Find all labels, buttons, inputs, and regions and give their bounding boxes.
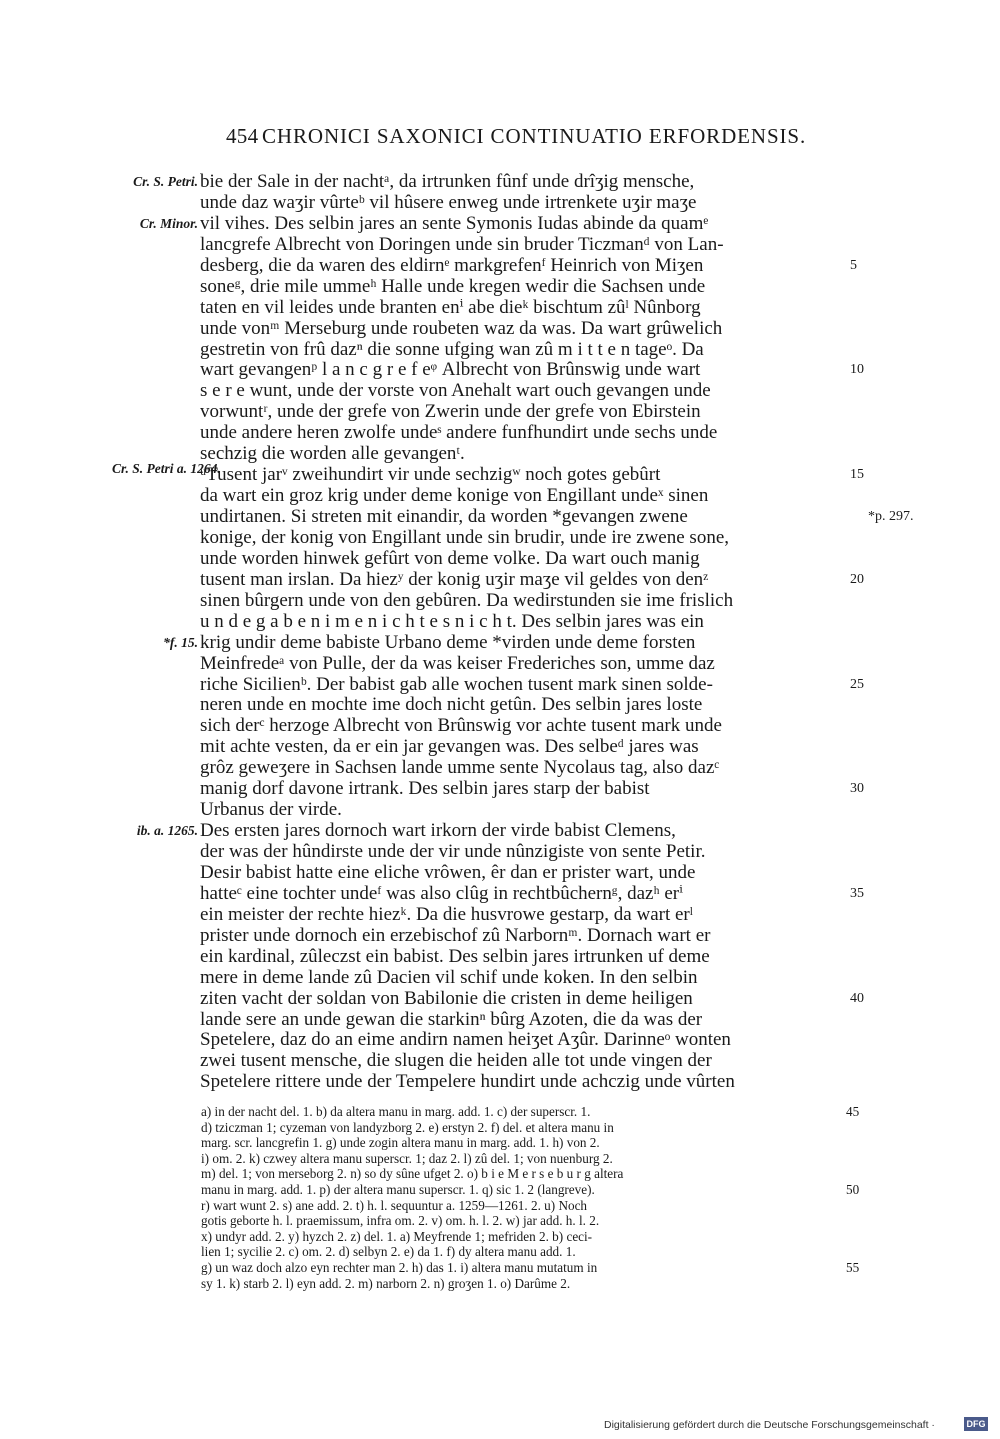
line-number: 5 [850,257,857,273]
running-header [0,124,1000,154]
text-line [0,1010,1000,1031]
footnote-line [0,1120,1000,1136]
line-text: vil vihes. Des selbin jares an sente Symonis Iudas abinde da quamᵉ [200,212,709,234]
footnote-line [0,1276,1000,1292]
line-text: undirtanen. Si streten mit einandir, da worden *gevangen zwene [200,506,688,527]
footnote-text: r) wart wunt 2. s) ane add. 2. t) h. l. sequuntur a. 1259—1261. 2. u) Noch [201,1197,588,1213]
text-line [0,235,1000,256]
line-text: unde vonᵐ Merseburg unde roubeten waz da was. Da wart grûwelich [200,317,723,339]
text-line [0,214,1000,235]
footnote-text: lien 1; sycilie 2. c) om. 2. d) selbyn 2. e) da 1. f) dy altera manu add. 1. [201,1244,576,1260]
line-text: vorwuntʳ, unde der grefe von Zwerin unde der grefe von Ebirstein [200,401,701,423]
funding-footer: Digitalisierung gefördert durch die Deutsche Forschungsgemeinschaft · [604,1419,935,1431]
footnote-text: i) om. 2. k) czwey altera manu superscr. 1; daz 2. l) zû del. 1; von nuenburg 2. [201,1150,613,1166]
text-line [0,968,1000,989]
text-line [0,1072,1000,1093]
line-text: der was der hûndirste unde der vir unde nûnzigiste von sente Petir. [200,841,706,862]
text-line [0,591,1000,612]
page-number: 454 [226,124,259,148]
margin-source: ib. a. 1265. [136,823,198,839]
text-line [0,461,1000,486]
line-number: 30 [850,781,864,797]
text-line [0,381,1000,402]
text-line [0,695,1000,716]
line-text: gestretin von frû dazⁿ die sonne ufging wan zû m i t t e n tageᵒ. Da [200,338,704,360]
line-text: Spetelere, daz do an eime andirn namen heiʒet Aʒûr. Darinneᵒ wonten [200,1029,731,1051]
margin-source: Cr. S. Petri a. 1264. [112,461,221,477]
line-number: 45 [846,1104,860,1119]
text-line [0,277,1000,298]
line-text: ein meister der rechte hiezᵏ. Da die husvrowe gestarp, da wart erˡ [200,903,693,925]
text-line [0,821,1000,842]
margin-source: *f. 15. [163,634,198,650]
margin-source: Cr. Minor. [139,215,198,231]
line-number: 10 [850,362,864,378]
line-text: bie der Sale in der nachtᵃ, da irtrunken fûnf unde drîʒig mensche, [200,171,695,192]
text-line [0,423,1000,444]
line-text: lancgrefe Albrecht von Doringen unde sin bruder Ticzmanᵈ von Lan- [200,233,724,255]
line-text: unde andere heren zwolfe undeˢ andere funfhundirt unde sechs unde [200,422,718,444]
footnote-line [0,1244,1000,1260]
footnote-text: manu in marg. add. 1. p) der altera manu superscr. 1. q) sic 1. 2 (langreve). [201,1181,595,1197]
footnote-line [0,1198,1000,1214]
line-text: desberg, die da waren des eldirnᵉ markgrefenᶠ Heinrich von Miʒen [200,254,704,276]
text-line [0,800,1000,821]
line-text: sechzig die worden alle gevangenᵗ. [200,443,465,465]
footnote-text: d) tziczman 1; cyzeman von landyzborg 2. e) erstyn 2. f) del. et altera manu in [201,1119,614,1135]
text-line [0,989,1000,1010]
line-text: prister unde dornoch ein erzebischof zû Narbornᵐ. Dornach wart er [200,924,711,946]
line-text: soneᵍ, drie mile ummeʰ Halle unde kregen wedir die Sachsen unde [200,275,706,297]
line-text: ziten vacht der soldan von Babilonie die cristen in deme heiligen [200,987,693,1009]
line-text: Meinfredeᵃ von Pulle, der da was keiser Frederiches son, umme daz [200,652,715,674]
text-line [0,402,1000,423]
line-text: unde worden hinwek gefûrt von deme volke. Da wart ouch manig [200,547,700,569]
text-line [0,528,1000,549]
line-text: s e r e wunt, unde der vorste von Anehalt wart ouch gevangen unde [200,380,711,402]
line-text: grôz geweʒere in Sachsen lande umme sente Nycolaus tag, also dazᶜ [200,757,720,779]
line-text: konige, der konig von Engillant unde sin brudir, unde ire zwene sone, [200,526,730,548]
margin-source: Cr. S. Petri. [133,174,198,189]
text-line [0,298,1000,319]
text-line [0,549,1000,570]
text-line [0,633,1000,654]
line-number: 20 [850,571,864,587]
line-text: da wart ein groz krig under deme konige von Engillant undeˣ sinen [200,485,709,507]
text-line [0,1051,1000,1072]
text-line [0,905,1000,926]
text-line [0,486,1000,507]
text-line [0,193,1000,214]
line-text: ᵘTusent jarᵛ zweihundirt vir unde sechzigʷ noch gotes gebûrt [200,464,661,486]
line-text: hatteᶜ eine tochter undeᶠ was also clûg in rechtbûchernᵍ, dazʰ erⁱ [200,882,683,904]
text-line [0,926,1000,947]
line-number: 55 [846,1259,860,1275]
line-text: tusent man irslan. Da hiezʸ der konig uʒir maʒe vil geldes von denᶻ [200,568,709,590]
footnote-line [0,1260,1000,1276]
line-text: mit achte vesten, da er ein jar gevangen was. Des selbeᵈ jares was [200,736,699,758]
line-text: manig dorf davone irtrank. Des selbin jares starp der babist [200,778,650,800]
footnote-text: m) del. 1; von merseborg 2. n) so dy sûne ufget 2. o) b i e M e r s e b u r g altera [201,1166,624,1182]
text-line [0,340,1000,361]
line-text: neren unde en mochte ime doch nicht getûn. Des selbin jares loste [200,694,703,716]
line-text: Spetelere rittere unde der Tempelere hundirt unde achczig unde vûrten [200,1071,735,1093]
footnote-line [0,1182,1000,1198]
footnote-line [0,1151,1000,1167]
line-text: wart gevangenᵖ l a n c g r e f eᵠ Albrecht von Brûnswig unde wart [200,359,701,381]
footnote-text: x) undyr add. 2. y) hyzch 2. z) del. 1. a) Meyfrende 1; mefriden 2. b) ceci- [201,1228,593,1244]
text-line [0,612,1000,633]
line-text: ein kardinal, zûleczst ein babist. Des selbin jares irtrunken uf deme [200,945,710,967]
line-text: krig undir deme babiste Urbano deme *virden unde deme forsten [200,631,696,653]
text-line [0,716,1000,737]
line-text: unde daz waʒir vûrteᵇ vil hûsere enweg unde irtrenkete uʒir maʒe [200,191,697,213]
line-text: Des ersten jares dornoch wart irkorn der virde babist Clemens, [200,820,676,842]
footnote-line [0,1229,1000,1245]
line-text: sinen bûrgern unde von den gebûren. Da wedirstunden sie ime frislich [200,589,734,611]
text-line [0,842,1000,863]
edition-page-ref: *p. 297. [868,509,914,524]
line-text: Urbanus der virde. [200,799,342,821]
text-line [0,256,1000,277]
line-text: riche Sicilienᵇ. Der babist gab alle wochen tusent mark sinen solde- [200,673,713,695]
footnote-line [0,1213,1000,1229]
footnote-line [0,1166,1000,1182]
footnote-text: g) un waz doch alzo eyn rechter man 2. h) das 1. i) altera manu mutatum in [201,1259,598,1275]
line-text: sich derᶜ herzoge Albrecht von Brûnswig vor achte tusent mark unde [200,715,722,737]
text-line [0,779,1000,800]
line-text: Desir babist hatte eine eliche vrôwen, êr dan er prister wart, unde [200,861,696,883]
text-line [0,947,1000,968]
line-text: lande sere an unde gewan die starkinⁿ bûrg Azoten, die da was der [200,1008,703,1030]
footnotes [0,1104,1000,1291]
footnote-line [0,1104,1000,1120]
line-number: 40 [850,990,864,1006]
line-number: 25 [850,676,864,692]
page-title: CHRONICI SAXONICI CONTINUATIO ERFORDENSIS. [262,124,807,148]
text-line [0,654,1000,675]
footnote-text: a) in der nacht del. 1. b) da altera manu in marg. add. 1. c) der superscr. 1. [201,1104,591,1119]
footnote-text: sy 1. k) starb 2. l) eyn add. 2. m) narborn 2. n) groʒen 1. o) Darûme 2. [201,1275,571,1291]
line-text: taten en vil leides unde branten enⁱ abe dieᵏ bischtum zûˡ Nûnborg [200,296,701,318]
text-line [0,675,1000,696]
main-text [0,172,1000,1093]
footnote-line [0,1135,1000,1151]
line-number: 15 [850,467,864,483]
text-line [0,737,1000,758]
line-number: 50 [846,1181,860,1197]
line-text: zwei tusent mensche, die slugen die heiden alle tot unde vingen der [200,1050,712,1072]
text-line [0,360,1000,381]
line-number: 35 [850,885,864,901]
footnote-text: marg. scr. lancgrefin 1. g) unde zogin altera manu in marg. add. 1. h) von 2. [201,1135,600,1151]
line-text: u n d e g a b e n i m e n i c h t e s n i c h t. Des selbin jares was ein [200,610,704,632]
line-text: mere in deme lande zû Dacien vil schif unde koken. In den selbin [200,966,698,988]
text-line [0,1030,1000,1051]
text-line [0,863,1000,884]
text-line [0,884,1000,905]
dfg-logo: DFG [964,1417,988,1431]
text-line [0,758,1000,779]
text-line [0,172,1000,193]
text-line [0,507,1000,528]
footnote-text: gotis geborte h. l. praemissum, infra om. 2. v) om. h. l. 2. w) jar add. h. l. 2. [201,1213,600,1229]
text-line [0,319,1000,340]
text-line [0,570,1000,591]
